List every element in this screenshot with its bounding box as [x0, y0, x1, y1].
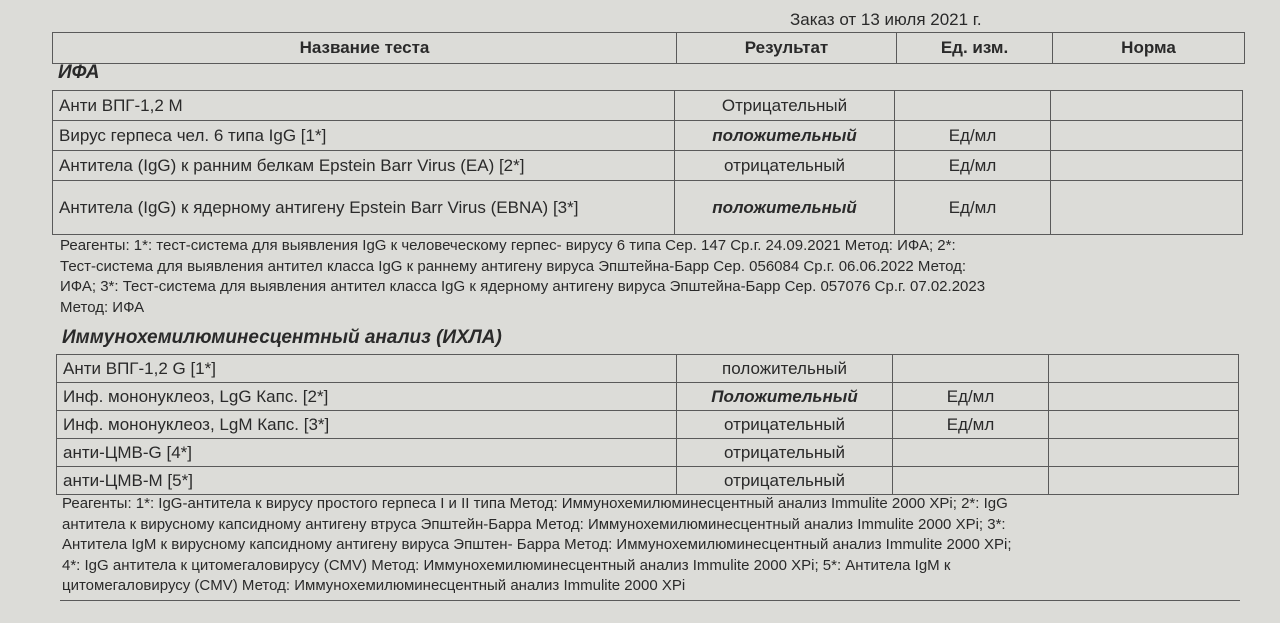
note-line: Реагенты: 1*: тест-система для выявления IgG к человеческому герпес- вирусу 6 типа Сер. 147 Ср.г. 24.09.2021 Метод: ИФА; 2*: — [60, 237, 956, 254]
table-row — [57, 411, 1239, 439]
bottom-divider — [60, 600, 1240, 601]
test-name: Вирус герпеса чел. 6 типа IgG [1*] — [53, 121, 675, 151]
test-norm — [1049, 355, 1239, 383]
test-norm — [1049, 467, 1239, 495]
table-row — [53, 121, 1243, 151]
test-unit — [893, 355, 1049, 383]
col-header-name: Название теста — [53, 33, 677, 64]
header-table — [52, 32, 1245, 64]
test-result: отрицательный — [677, 411, 893, 439]
test-result: положительный — [675, 121, 895, 151]
table-row — [57, 355, 1239, 383]
test-norm — [1049, 383, 1239, 411]
test-norm — [1051, 91, 1243, 121]
test-unit — [895, 91, 1051, 121]
col-header-unit: Ед. изм. — [897, 33, 1053, 64]
test-result: Положительный — [677, 383, 893, 411]
table-row — [57, 439, 1239, 467]
table-row — [53, 91, 1243, 121]
order-date: Заказ от 13 июля 2021 г. — [790, 10, 982, 29]
test-norm — [1049, 439, 1239, 467]
test-unit: Ед/мл — [895, 151, 1051, 181]
test-name: анти-ЦМВ-G [4*] — [57, 439, 677, 467]
test-unit: Ед/мл — [893, 411, 1049, 439]
test-unit: Ед/мл — [895, 181, 1051, 235]
ihla-table — [56, 354, 1239, 495]
test-result: положительный — [677, 355, 893, 383]
section-title-ihla: Иммунохемилюминесцентный анализ (ИХЛА) — [62, 327, 502, 348]
note-line: цитомегаловирусу (CMV) Метод: Иммунохемилюминесцентный анализ Immulite 2000 XPi — [62, 577, 686, 594]
test-name: Инф. мононуклеоз, LgM Капс. [3*] — [57, 411, 677, 439]
test-name: анти-ЦМВ-M [5*] — [57, 467, 677, 495]
note-line: антитела к вирусному капсидному антигену втруса Эпштейн-Барра Метод: Иммунохемилюминесцентный анализ Immulite 2000 XPi; 3*: — [62, 515, 1006, 533]
table-row — [53, 151, 1243, 181]
table-row — [53, 181, 1243, 235]
test-name: Анти ВПГ-1,2 G [1*] — [57, 355, 677, 383]
note-line: Метод: ИФА — [60, 298, 145, 316]
test-norm — [1051, 181, 1243, 235]
test-norm — [1049, 411, 1239, 439]
ifa-table — [52, 90, 1243, 235]
test-name: Антитела (IgG) к ядерному антигену Epstein Barr Virus (EBNA) [3*] — [53, 181, 675, 235]
test-unit — [893, 467, 1049, 495]
test-result: отрицательный — [677, 439, 893, 467]
reagents-note-ifa — [60, 236, 985, 318]
test-norm — [1051, 151, 1243, 181]
test-unit: Ед/мл — [895, 121, 1051, 151]
table-row — [57, 383, 1239, 411]
test-result: отрицательный — [677, 467, 893, 495]
test-result: положительный — [675, 181, 895, 235]
table-row — [57, 467, 1239, 495]
col-header-result: Результат — [677, 33, 897, 64]
test-result: Отрицательный — [675, 91, 895, 121]
test-unit — [893, 439, 1049, 467]
test-name: Инф. мононуклеоз, LgG Капс. [2*] — [57, 383, 677, 411]
test-name: Антитела (IgG) к ранним белкам Epstein Barr Virus (EA) [2*] — [53, 151, 675, 181]
note-line: Реагенты: 1*: IgG-антитела к вирусу простого герпеса I и II типа Метод: Иммунохемилюминесцентный анализ Immulite 2000 XPi; 2*: IgG — [62, 495, 1008, 512]
col-header-norm: Норма — [1053, 33, 1245, 64]
reagents-note-ihla — [62, 494, 1012, 597]
note-line: Тест-система для выявления антител класса IgG к раннему антигену вируса Эпштейна-Барр Сер. 056084 Ср.г. 06.06.2022 Метод: — [60, 257, 967, 275]
section-title-ifa: ИФА — [58, 62, 100, 83]
note-line: 4*: IgG антитела к цитомегаловирусу (CMV) Метод: Иммунохемилюминесцентный анализ Immulite 2000 XPi; 5*: Антитела IgM к — [62, 556, 951, 574]
test-name: Анти ВПГ-1,2 M — [53, 91, 675, 121]
note-line: Антитела IgM к вирусному капсидному антигену вируса Эпштен- Барра Метод: Иммунохемилюминесцентный анализ Immulite 2000 XPi; — [62, 536, 1012, 553]
note-line: ИФА; 3*: Тест-система для выявления антител класса IgG к ядерному антигену вируса Эпштейна-Барр Сер. 057076 Ср.г. 07.02.2023 — [60, 278, 986, 295]
test-unit: Ед/мл — [893, 383, 1049, 411]
test-norm — [1051, 121, 1243, 151]
test-result: отрицательный — [675, 151, 895, 181]
